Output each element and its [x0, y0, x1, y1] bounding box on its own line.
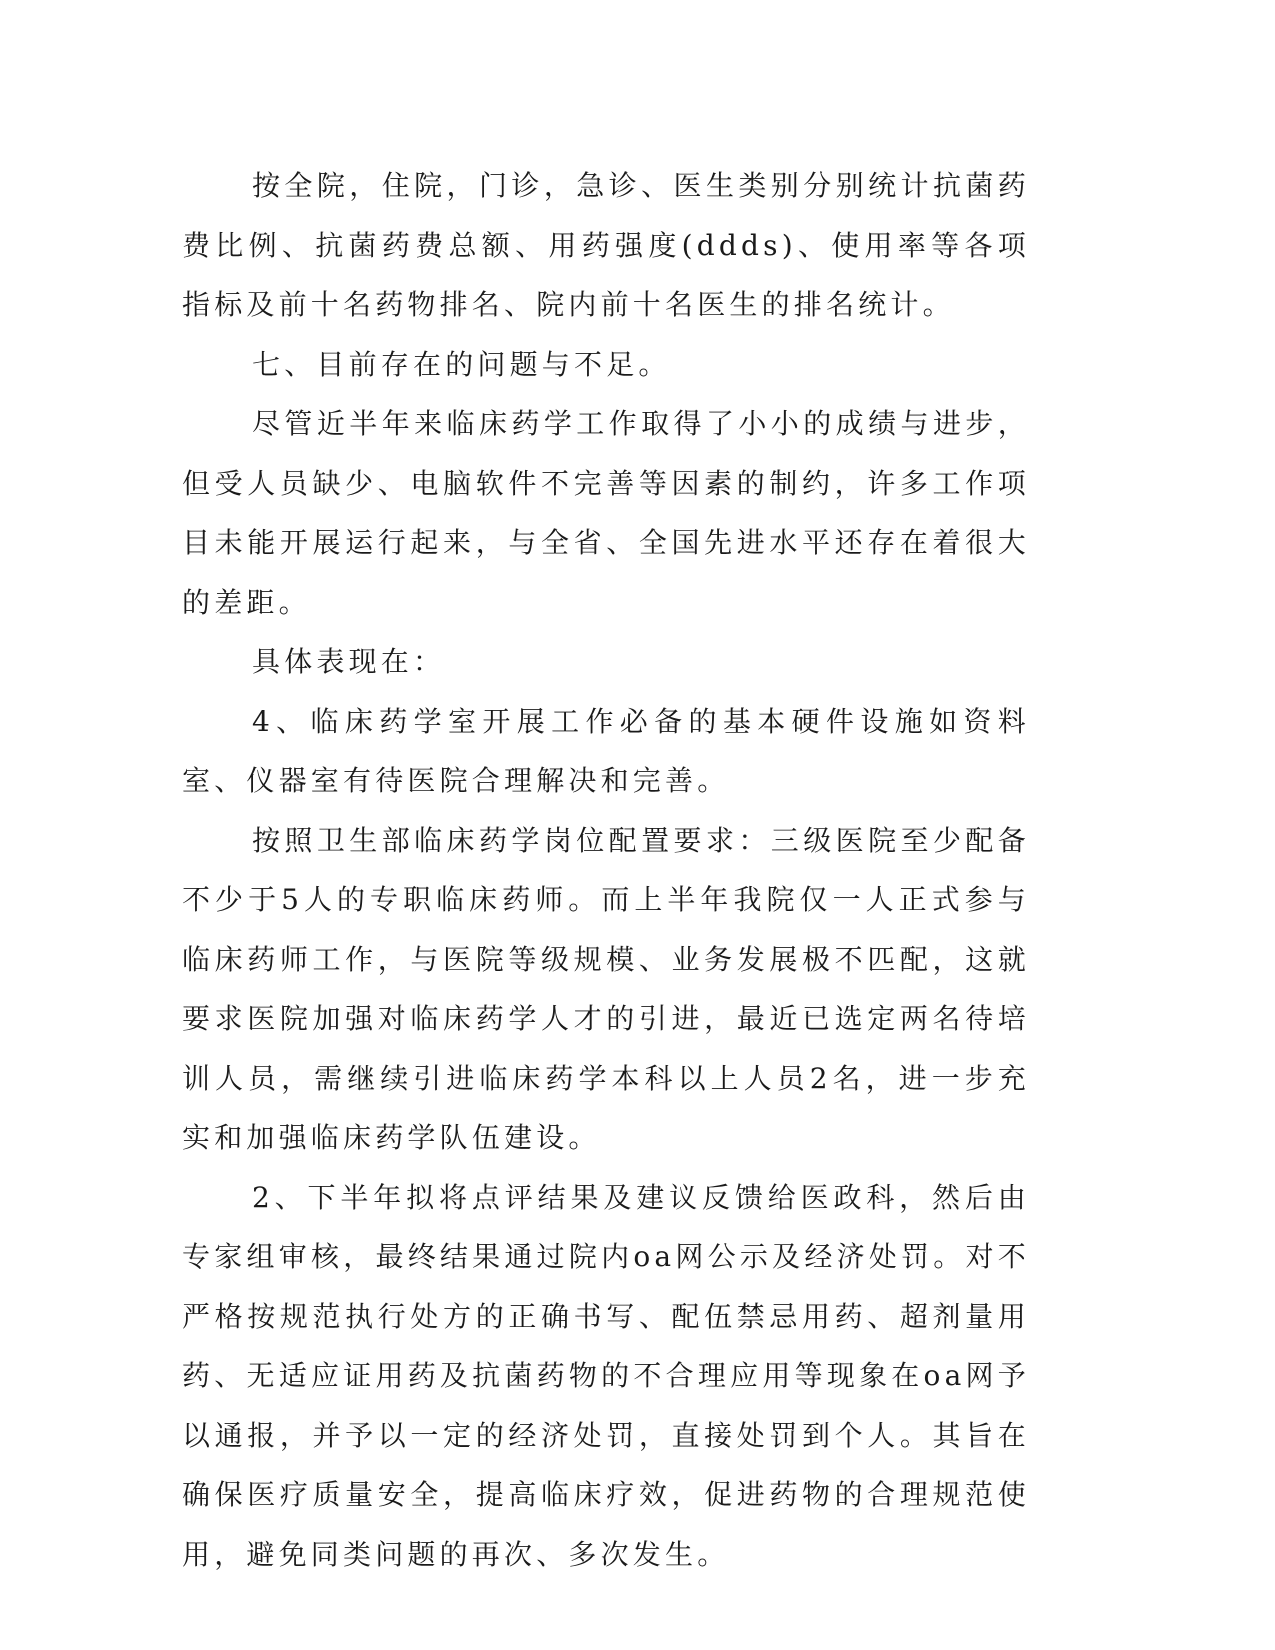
paragraph-item-review-feedback: 2、下半年拟将点评结果及建议反馈给医政科，然后由专家组审核，最终结果通过院内oa网公示及经济处罚。对不严格按规范执行处方的正确书写、配伍禁忌用药、超剂量用药、无适应证用药及抗菌药物的不合理应用等现象在oa网予以通报，并予以一定的经济处罚，直接处罚到个人。其旨在确保医疗质量安全，提高临床疗效，促进药物的合理规范使用，避免同类问题的再次、多次发生。: [182, 1180, 1030, 1571]
paragraph-statistics: 按全院，住院，门诊，急诊、医生类别分别统计抗菌药费比例、抗菌药费总额、用药强度(ddds)、使用率等各项指标及前十名药物排名、院内前十名医生的排名统计。: [182, 169, 1030, 321]
section-heading-problems: 七、目前存在的问题与不足。: [252, 347, 671, 381]
paragraph-progress-constraints: 尽管近半年来临床药学工作取得了小小的成绩与进步，但受人员缺少、电脑软件不完善等因素的制约，许多工作项目未能开展运行起来，与全省、全国先进水平还存在着很大的差距。: [182, 407, 1030, 619]
paragraph-item-facilities: 4、临床药学室开展工作必备的基本硬件设施如资料室、仪器室有待医院合理解决和完善。: [182, 704, 1030, 797]
document-body: [182, 156, 1030, 1584]
paragraph-specifics-intro: 具体表现在：: [252, 645, 446, 678]
paragraph-staffing-requirements: 按照卫生部临床药学岗位配置要求：三级医院至少配备不少于5人的专职临床药师。而上半年我院仅一人正式参与临床药师工作，与医院等级规模、业务发展极不匹配，这就要求医院加强对临床药学人才的引进，最近已选定两名待培训人员，需继续引进临床药学本科以上人员2名，进一步充实和加强临床药学队伍建设。: [182, 823, 1030, 1154]
